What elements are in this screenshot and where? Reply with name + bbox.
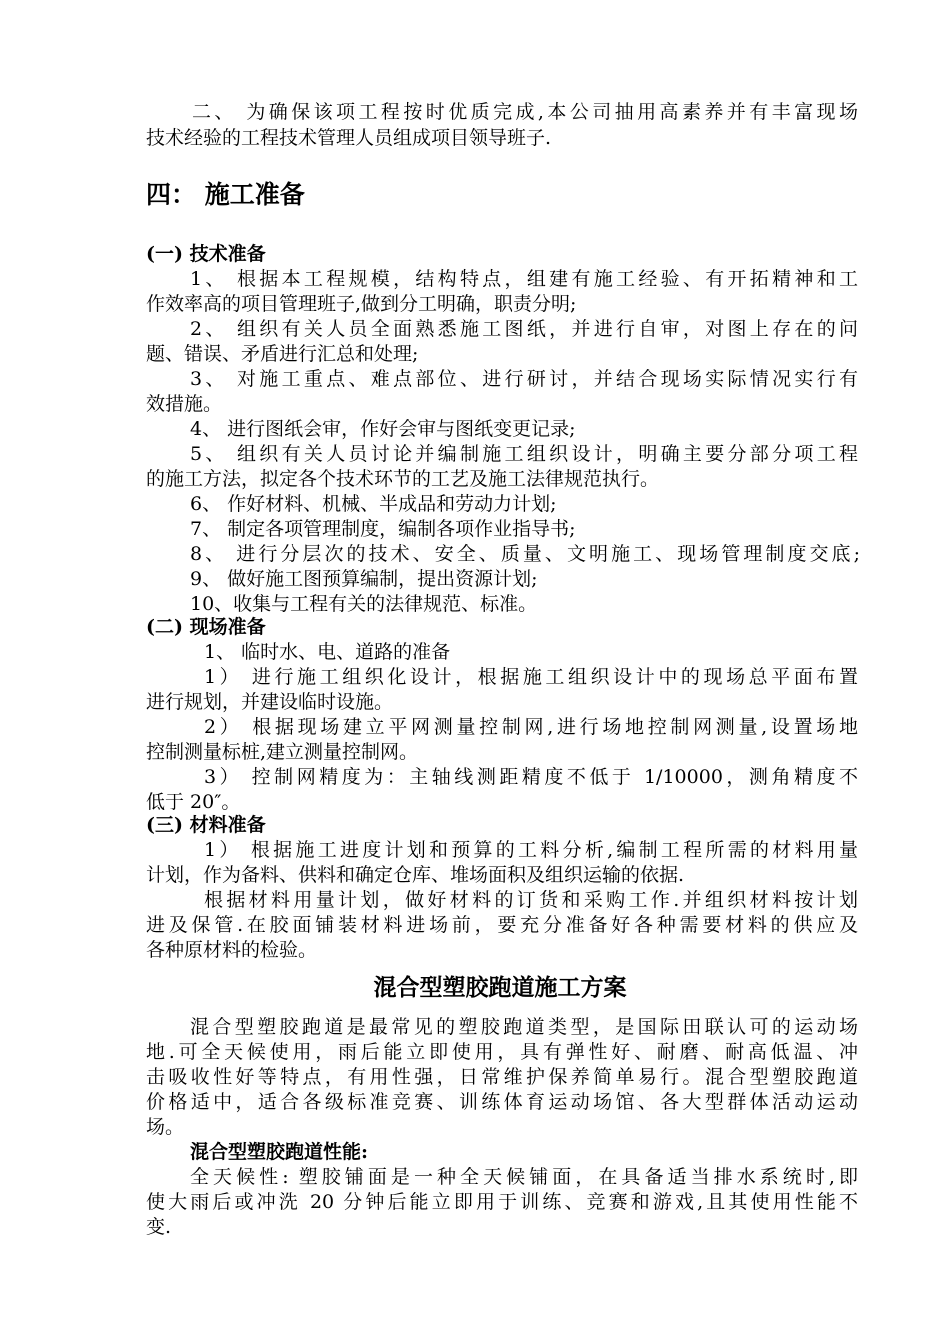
subsection-heading-site: (二) 现场准备 (146, 616, 266, 638)
performance-line: 使大雨后或冲洗 20 分钟后能立即用于训练、竞赛和游戏,且其使用性能不 (146, 1191, 858, 1213)
site-line: 控制测量标桩,建立测量控制网。 (146, 741, 419, 763)
material-line: 进及保管.在胶面铺装材料进场前，要充分准备好各种需要材料的供应及 (146, 914, 858, 936)
material-line: 计划，作为备料、供料和确定仓库、堆场面积及组织运输的依据. (146, 864, 685, 886)
tech-line: 1、 根据本工程规模，结构特点，组建有施工经验、有开拓精神和工 (190, 268, 858, 290)
site-line: 进行规划，并建设临时设施。 (146, 691, 394, 713)
site-line: 2） 根据现场建立平网测量控制网,进行场地控制网测量,设置场地 (204, 716, 858, 738)
tech-line: 5、 组织有关人员讨论并编制施工组织设计，明确主要分部分项工程 (190, 443, 858, 465)
material-line: 各种原材料的检验。 (146, 939, 318, 961)
tech-line: 9、 做好施工图预算编制，提出资源计划; (190, 568, 538, 590)
intro-line-1: 二、 为确保该项工程按时优质完成,本公司抽用高素养并有丰富现场 (192, 101, 858, 123)
site-line: 低于 20″。 (146, 791, 241, 813)
tech-line: 效措施。 (146, 393, 223, 415)
document-title: 混合型塑胶跑道施工方案 (373, 974, 627, 1001)
subsection-heading-material: (三) 材料准备 (146, 814, 266, 836)
tech-line: 10、收集与工程有关的法律规范、标准。 (190, 593, 538, 615)
performance-line: 变. (146, 1216, 172, 1238)
tech-line: 7、 制定各项管理制度，编制各项作业指导书; (190, 518, 576, 540)
intro-line-2: 技术经验的工程技术管理人员组成项目领导班子. (146, 127, 552, 149)
tech-line: 4、 进行图纸会审，作好会审与图纸变更记录; (190, 418, 576, 440)
performance-line: 全天候性: 塑胶铺面是一种全天候铺面，在具备适当排水系统时,即 (190, 1166, 858, 1188)
performance-heading: 混合型塑胶跑道性能: (190, 1141, 369, 1163)
tech-line: 题、错误、矛盾进行汇总和处理; (146, 343, 419, 365)
track-intro-line: 价格适中，适合各级标准竞赛、训练体育运动场馆、各大型群体活动运动 (146, 1091, 858, 1113)
tech-line: 作效率高的项目管理班子,做到分工明确，职责分明; (146, 293, 577, 315)
tech-line: 6、 作好材料、机械、半成品和劳动力计划; (190, 493, 557, 515)
material-line: 根据材料用量计划，做好材料的订货和采购工作.并组织材料按计划 (204, 889, 858, 911)
tech-line: 3、 对施工重点、难点部位、进行研讨，并结合现场实际情况实行有 (190, 368, 858, 390)
track-intro-line: 混合型塑胶跑道是最常见的塑胶跑道类型，是国际田联认可的运动场 (190, 1016, 858, 1038)
tech-line: 的施工方法，拟定各个技术环节的工艺及施工法律规范执行。 (146, 468, 660, 490)
track-intro-line: 击吸收性好等特点，有用性强，日常维护保养简单易行。混合型塑胶跑道 (146, 1066, 858, 1088)
section-heading: 四： 施工准备 (146, 180, 305, 209)
subsection-heading-tech: (一) 技术准备 (146, 243, 266, 265)
tech-line: 8、 进行分层次的技术、安全、质量、文明施工、现场管理制度交底; (190, 543, 860, 565)
site-line: 1、 临时水、电、道路的准备 (204, 641, 451, 663)
track-intro-line: 地.可全天候使用，雨后能立即使用，具有弹性好、耐磨、耐高低温、冲 (146, 1041, 858, 1063)
material-line: 1） 根据施工进度计划和预算的工料分析,编制工程所需的材料用量 (204, 839, 858, 861)
site-line: 3） 控制网精度为：主轴线测距精度不低于 1/10000，测角精度不 (204, 766, 858, 788)
tech-line: 2、 组织有关人员全面熟悉施工图纸，并进行自审，对图上存在的问 (190, 318, 858, 340)
site-line: 1） 进行施工组织化设计，根据施工组织设计中的现场总平面布置 (204, 666, 858, 688)
track-intro-line: 场。 (146, 1116, 185, 1138)
